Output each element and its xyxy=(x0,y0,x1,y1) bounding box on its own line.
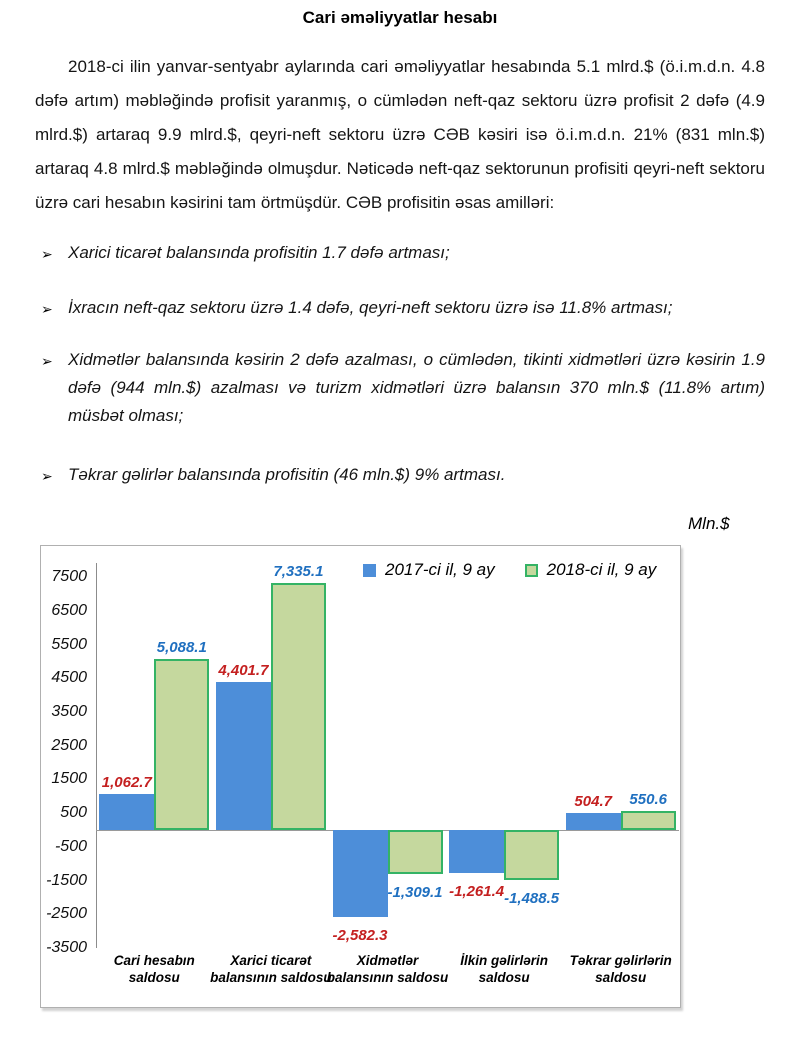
chart-unit-label: Mln.$ xyxy=(688,514,730,533)
bullet-text: Xidmətlər balansında kəsirin 2 dəfə azalması, o cümlədən, tikinti xidmətləri üzrə kəsirin 1.9 dəfə (944 mln.$) azalması və turizm xidmətləri üzrə balansın 370 mln.$ (11.8% artım) müsbət olması; xyxy=(68,350,765,425)
category-label: Cari hesabın saldosu xyxy=(113,953,195,985)
legend-item-2018 xyxy=(525,560,657,580)
bar-2017 xyxy=(99,794,154,830)
bar-2018 xyxy=(621,811,676,830)
body-paragraph: 2018-ci ilin yanvar-sentyabr aylarında cari əməliyyatlar hesabında 5.1 mlrd.$ (ö.i.m.d.n. 4.8 dəfə artım) məbləğində profisit yaranmış, o cümlədən neft-qaz sektoru üzrə profisit 2 dəfə (4.9 mlrd.$) artaraq 9.9 mlrd.$, qeyri-neft sektoru üzrə CƏB kəsiri isə ö.i.m.d.n. 21% (831 mln.$) artaraq 4.8 mlrd.$ məbləğində olmuşdur. Nəticədə neft-qaz sektorunun profisiti qeyri-neft sektoru üzrə cari hesabın kəsirini tam örtmüşdür. CƏB profisitin əsas amilləri: xyxy=(35,57,765,212)
bar-2018 xyxy=(388,830,443,874)
bar-chart xyxy=(40,545,681,1008)
y-axis-tick-label: 3500 xyxy=(51,703,87,721)
bar-2018 xyxy=(154,659,209,830)
legend-swatch-2018-icon xyxy=(525,564,538,577)
bar-2018 xyxy=(271,583,326,830)
y-axis-tick-label: 4500 xyxy=(51,669,87,687)
bar-value-label: 7,335.1 xyxy=(273,562,324,580)
y-axis-tick-label: -2500 xyxy=(46,905,87,923)
page-title: Cari əməliyyatlar hesabı xyxy=(302,8,498,27)
y-axis-tick-label: 6500 xyxy=(51,601,87,619)
legend-swatch-2017-icon xyxy=(363,564,376,577)
bullet-item xyxy=(35,346,765,430)
bullet-item xyxy=(35,294,765,322)
bar-2018 xyxy=(504,830,559,880)
bullet-arrow-icon: ➢ xyxy=(41,468,53,484)
bullet-item xyxy=(35,461,765,489)
chart-legend xyxy=(363,560,656,580)
y-axis-tick-label: -1500 xyxy=(46,871,87,889)
bar-value-label: 550.6 xyxy=(629,791,667,809)
bar-value-label: -1,309.1 xyxy=(387,884,443,902)
legend-label-2017: 2017-ci il, 9 ay xyxy=(385,560,495,579)
y-axis-tick-label: 5500 xyxy=(51,635,87,653)
bar-2017 xyxy=(216,682,271,830)
bar-value-label: 504.7 xyxy=(574,792,612,810)
legend-item-2017 xyxy=(363,560,495,580)
chart-plot-area xyxy=(41,546,680,1007)
y-axis-tick-label: 500 xyxy=(60,804,87,822)
legend-label-2018: 2018-ci il, 9 ay xyxy=(546,560,657,579)
bar-2017 xyxy=(566,813,621,830)
category-label: Xarici ticarət balansının saldosu xyxy=(210,953,332,985)
bullet-text: Təkrar gəlirlər balansında profisitin (46 mln.$) 9% artması. xyxy=(68,465,506,484)
bullet-text: İxracın neft-qaz sektoru üzrə 1.4 dəfə, qeyri-neft sektoru üzrə isə 11.8% artması; xyxy=(68,298,673,317)
bar-value-label: 4,401.7 xyxy=(218,661,269,679)
bar-value-label: 5,088.1 xyxy=(156,638,207,656)
y-axis-tick-label: 7500 xyxy=(51,568,87,586)
bullet-arrow-icon: ➢ xyxy=(41,353,53,369)
bar-value-label: 1,062.7 xyxy=(101,774,152,792)
category-label: Xidmətlər balansının saldosu xyxy=(326,953,449,985)
bullet-arrow-icon: ➢ xyxy=(41,246,53,262)
category-label: İlkin gəlirlərin saldosu xyxy=(460,953,548,985)
bar-value-label: -1,488.5 xyxy=(504,890,560,908)
bullet-text: Xarici ticarət balansında profisitin 1.7 dəfə artması; xyxy=(68,243,450,262)
y-axis-tick-label: 1500 xyxy=(51,770,87,788)
y-axis-tick-label: -500 xyxy=(54,837,87,855)
y-axis-line xyxy=(96,563,97,948)
y-axis-tick-label: 2500 xyxy=(51,736,87,754)
category-label: Təkrar gəlirlərin saldosu xyxy=(569,953,672,985)
bar-value-label: -2,582.3 xyxy=(332,927,388,945)
bar-value-label: -1,261.4 xyxy=(449,882,505,900)
bar-2017 xyxy=(449,830,504,873)
bullet-arrow-icon: ➢ xyxy=(41,301,53,317)
bullet-item xyxy=(35,239,765,267)
bar-2017 xyxy=(333,830,388,917)
y-axis-tick-label: -3500 xyxy=(46,938,87,956)
